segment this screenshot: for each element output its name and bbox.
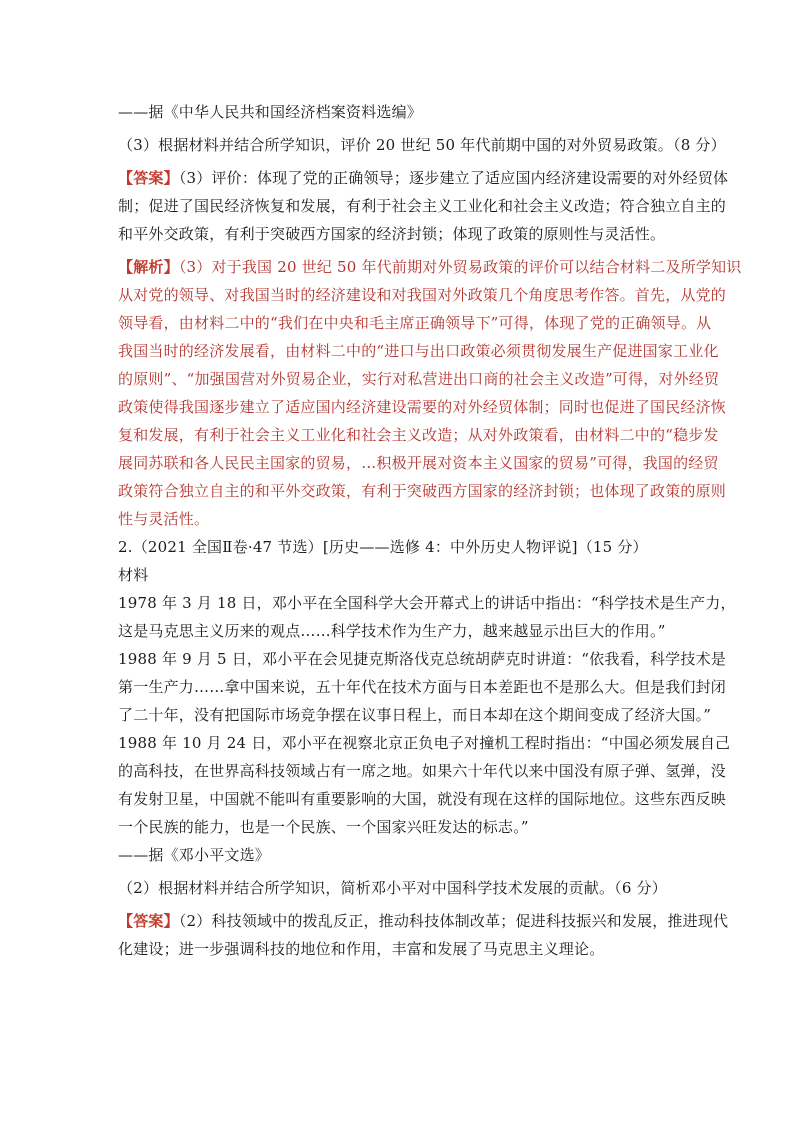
material-line-7: 的高科技，在世界高科技领域占有一席之地。如果六十年代以来中国没有原子弹、氢弹，没: [118, 762, 727, 780]
source-citation-1: ——据《中华人民共和国经济档案资料选编》: [118, 103, 423, 121]
answer-3-line-2: 制；促进了国民经济恢复和发展，有利于社会主义工业化和社会主义改造；符合独立自主的: [118, 197, 727, 215]
material-line-5: 了二十年，没有把国际市场竞争摆在议事日程上，而日本却在这个期间变成了经济大国。”: [118, 706, 712, 724]
material-label: 材料: [118, 566, 149, 584]
analysis-line-3: 领导看，由材料二中的“我们在中央和毛主席正确领导下”可得，体现了党的正确领导。从: [118, 314, 712, 332]
question-2-header: 2.（2021 全国Ⅱ卷·47 节选）[历史——选修 4：中外历史人物评说]（15 分）: [118, 538, 648, 556]
material-line-8: 有发射卫星，中国就不能叫有重要影响的大国，就没有现在这样的国际地位。这些东西反映: [118, 790, 727, 808]
material-block: [118, 589, 736, 841]
analysis-line-4: 我国当时的经济发展看，由材料二中的“进口与出口政策必须贯彻发展生产促进国家工业化: [118, 342, 719, 360]
analysis-line-10: 性与灵活性。: [118, 510, 210, 528]
answer-3-line-1: （3）评价：体现了党的正确领导；逐步建立了适应国内经济建设需要的对外经贸体: [178, 169, 729, 187]
answer-tag: 【答案】: [118, 169, 179, 187]
analysis-line-9: 政策符合独立自主的和平外交政策，有利于突破西方国家的经济封锁；也体现了政策的原则: [118, 482, 727, 500]
analysis-line-7: 复和发展，有利于社会主义工业化和社会主义改造；从对外政策看，由材料二中的“稳步发: [118, 426, 719, 444]
answer-2-block: [118, 907, 729, 963]
source-citation-2: ——据《邓小平文选》: [118, 846, 271, 864]
answer-3-block: [118, 164, 729, 248]
material-line-2: 这是马克思主义历来的观点……科学技术作为生产力，越来越显示出巨大的作用。”: [118, 622, 666, 640]
material-line-4: 第一生产力……拿中国来说，五十年代在技术方面与日本差距也不是那么大。但是我们封闭: [118, 678, 727, 696]
answer-2-line-1: （2）科技领域中的拨乱反正，推动科技体制改革；促进科技振兴和发展，推进现代: [178, 912, 729, 930]
analysis-line-6: 政策使得我国逐步建立了适应国内经济建设需要的对外经贸体制；同时也促进了国民经济恢: [118, 398, 727, 416]
answer-3-line-3: 和平外交政策，有利于突破西方国家的经济封锁；体现了政策的原则性与灵活性。: [118, 225, 666, 243]
answer-2-tag: 【答案】: [118, 912, 179, 930]
question-3: （3）根据材料并结合所学知识，评价 20 世纪 50 年代前期中国的对外贸易政策。（8 分）: [118, 136, 726, 154]
material-line-6: 1988 年 10 月 24 日，邓小平在视察北京正负电子对撞机工程时指出：“中国必须发展自己: [118, 734, 731, 752]
analysis-tag: 【解析】: [118, 258, 179, 276]
analysis-3-block: [118, 253, 742, 533]
analysis-line-1: （3）对于我国 20 世纪 50 年代前期对外贸易政策的评价可以结合材料二及所学知识: [178, 258, 742, 276]
question-2-2: （2）根据材料并结合所学知识，简析邓小平对中国科学技术发展的贡献。（6 分）: [118, 879, 667, 897]
material-line-9: 一个民族的能力，也是一个民族、一个国家兴旺发达的标志。”: [118, 818, 529, 836]
material-line-1: 1978 年 3 月 18 日，邓小平在全国科学大会开幕式上的讲话中指出：“科学技术是生产力，: [118, 594, 736, 612]
analysis-line-2: 从对党的领导、对我国当时的经济建设和对我国对外政策几个角度思考作答。首先，从党的: [118, 286, 727, 304]
analysis-line-5: 的原则”、“加强国营对外贸易企业，实行对私营进出口商的社会主义改造”可得，对外经贸: [118, 370, 720, 388]
answer-2-line-2: 化建设；进一步强调科技的地位和作用，丰富和发展了马克思主义理论。: [118, 940, 605, 958]
material-line-3: 1988 年 9 月 5 日，邓小平在会见捷克斯洛伐克总统胡萨克时讲道：“依我看，科学技术是: [118, 650, 726, 668]
analysis-line-8: 展同苏联和各人民民主国家的贸易，…积极开展对资本主义国家的贸易”可得，我国的经贸: [118, 454, 719, 472]
